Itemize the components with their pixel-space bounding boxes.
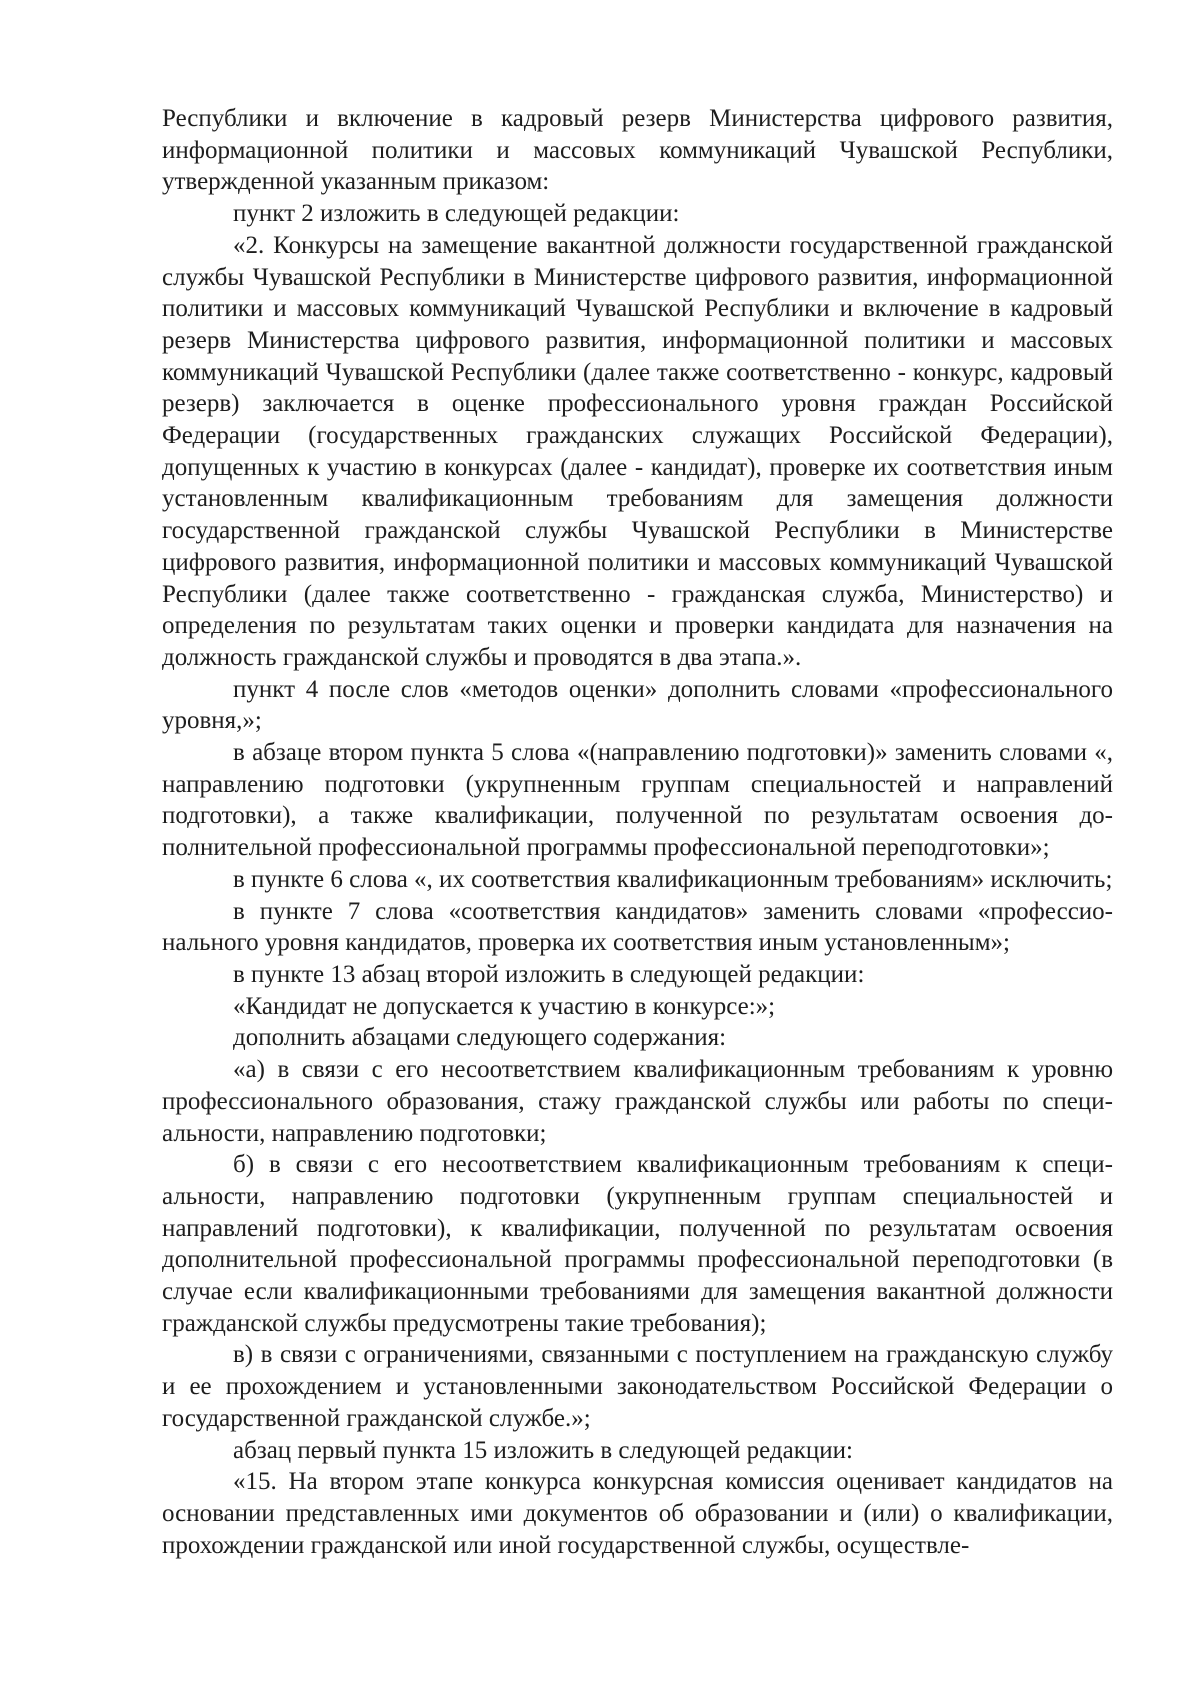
paragraph: абзац первый пункта 15 изложить в следующей редакции:: [233, 1436, 853, 1464]
paragraph: б) в связи с его несоответствием квалификационным требованиям к специальности, направлению подготовки (укрупненным группам специальностей и направлений подготовки), к квалификации, полученной по результатам освоения дополнительной профессиональной программы профессиональной переподготовки (в случае если квалификационными требованиями для замещения вакантной должности гражданской службы предусмотрены такие требования);: [162, 1151, 1113, 1337]
document-body: [162, 103, 1113, 1561]
paragraph: в) в связи с ограничениями, связанными с поступлением на гражданскую службу и ее прохождением и установленными законодательством Российской Федерации о государственной гражданской службе.»;: [162, 1341, 1113, 1432]
paragraph: «Кандидат не допускается к участию в конкурсе:»;: [233, 992, 776, 1020]
paragraph: Республики и включение в кадровый резерв Министерства цифрового развития, информационной политики и массовых коммуникаций Чувашской Республики, утвержденной указанным приказом:: [162, 105, 1113, 196]
paragraph: пункт 2 изложить в следующей редакции:: [233, 200, 680, 228]
paragraph: дополнить абзацами следующего содержания:: [233, 1024, 727, 1052]
paragraph: в пункте 13 абзац второй изложить в следующей редакции:: [233, 960, 865, 988]
paragraph: в пункте 7 слова «соответствия кандидатов» заменить словами «профессионального уровня кандидатов, проверка их соответствия иным установленным»;: [162, 897, 1113, 957]
paragraph: «15. На втором этапе конкурса конкурсная комиссия оценивает кандидатов на основании представленных ими документов об образовании и (или) о квалификации, прохождении гражданской или иной государственной службы, осуществле-: [162, 1468, 1113, 1559]
paragraph: «а) в связи с его несоответствием квалификационным требованиям к уровню профессионального образования, стажу гражданской службы или работы по специальности, направлению подготовки;: [162, 1056, 1113, 1147]
paragraph: пункт 4 после слов «методов оценки» дополнить словами «профессионального уровня,»;: [162, 675, 1113, 735]
paragraph: в абзаце втором пункта 5 слова «(направлению подготовки)» заменить словами «, направлению подготовки (укрупненным группам специальностей и направлений подготовки), а также квалификации, полученной по результатам освоения дополнительной профессиональной программы профессиональной переподготовки»;: [162, 739, 1113, 862]
paragraph: в пункте 6 слова «, их соответствия квалификационным требованиям» исключить;: [233, 865, 1113, 893]
paragraph: «2. Конкурсы на замещение вакантной должности государственной гражданской службы Чувашской Республики в Министерстве цифрового развития, информационной политики и массовых коммуникаций Чувашской Республики и включение в кадровый резерв Министерства цифрового развития, информационной политики и массовых коммуникаций Чувашской Республики (далее также соответственно - конкурс, кадровый резерв) заключается в оценке профессионального уровня граждан Российской Федерации (государственных гражданских служащих Российской Федерации), допущенных к участию в конкурсах (далее - кандидат), проверке их соответствия иным установленным квалификационным требованиям для замещения должности государственной гражданской службы Чувашской Республики в Министерстве цифрового развития, информационной политики и массовых коммуникаций Чувашской Республики (далее также соответственно - гражданская служба, Министерство) и определения по результатам таких оценки и проверки кандидата для назначения на должность гражданской службы и проводятся в два этапа.».: [162, 231, 1113, 671]
